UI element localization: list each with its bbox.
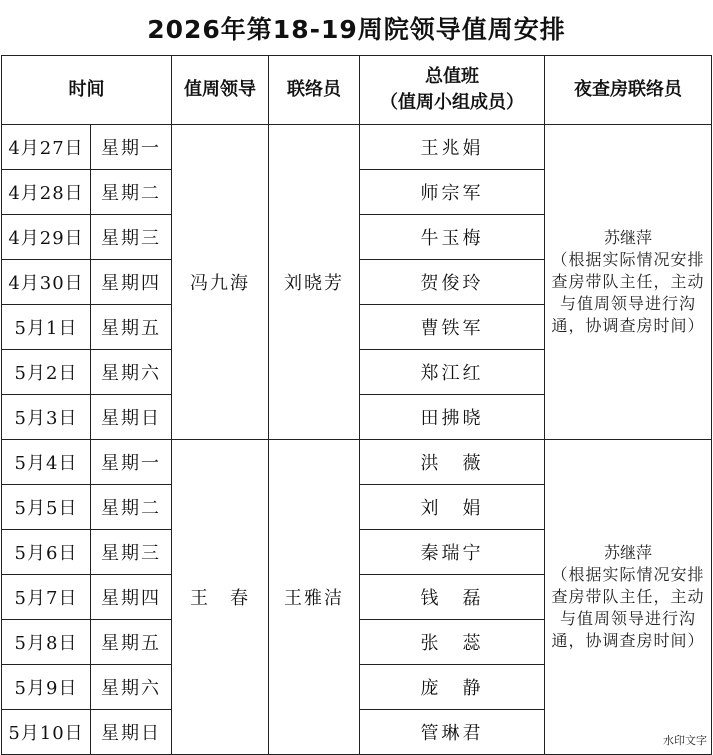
- weekday-cell: 星期五: [91, 620, 172, 665]
- date-cell: 5月1日: [2, 305, 91, 350]
- duty-staff-cell: 师宗军: [360, 170, 545, 215]
- duty-staff-cell: 田拂晓: [360, 395, 545, 440]
- duty-staff-cell: 曹铁军: [360, 305, 545, 350]
- date-cell: 5月2日: [2, 350, 91, 395]
- duty-staff-cell: 洪 薇: [360, 440, 545, 485]
- date-cell: 5月5日: [2, 485, 91, 530]
- date-cell: 5月10日: [2, 710, 91, 755]
- table-row: [2, 125, 712, 170]
- duty-staff-cell: 钱 磊: [360, 575, 545, 620]
- date-cell: 5月6日: [2, 530, 91, 575]
- weekday-cell: 星期三: [91, 215, 172, 260]
- header-duty-line2: （值周小组成员）: [380, 92, 524, 113]
- duty-staff-cell: 刘 娟: [360, 485, 545, 530]
- weekday-cell: 星期一: [91, 440, 172, 485]
- weekday-cell: 星期四: [91, 260, 172, 305]
- header-row: [2, 56, 712, 125]
- date-cell: 5月9日: [2, 665, 91, 710]
- weekday-cell: 星期六: [91, 665, 172, 710]
- night-liaison-name: 苏继萍: [603, 228, 652, 247]
- header-time: 时间: [2, 56, 172, 125]
- week1-night-liaison: [545, 125, 712, 440]
- night-liaison-note: （根据实际情况安排查房带队主任，主动与值周领导进行沟通，协调查房时间）: [551, 250, 705, 335]
- week2-night-liaison: [545, 440, 712, 755]
- header-night-liaison: 夜查房联络员: [545, 56, 712, 125]
- weekday-cell: 星期二: [91, 485, 172, 530]
- weekday-cell: 星期日: [91, 710, 172, 755]
- duty-staff-cell: 庞 静: [360, 665, 545, 710]
- date-cell: 4月28日: [2, 170, 91, 215]
- weekday-cell: 星期一: [91, 125, 172, 170]
- duty-staff-cell: 王兆娟: [360, 125, 545, 170]
- duty-staff-cell: 管琳君: [360, 710, 545, 755]
- duty-schedule-table: [1, 55, 712, 755]
- page-title: 2026年第18-19周院领导值周安排: [147, 14, 566, 44]
- week2-liaison: 王雅洁: [269, 440, 360, 755]
- weekday-cell: 星期日: [91, 395, 172, 440]
- week2-leader: 王 春: [172, 440, 269, 755]
- date-cell: 5月4日: [2, 440, 91, 485]
- date-cell: 5月8日: [2, 620, 91, 665]
- header-duty: [360, 56, 545, 125]
- date-cell: 4月27日: [2, 125, 91, 170]
- night-liaison-name: 苏继萍: [603, 543, 652, 562]
- duty-staff-cell: 贺俊玲: [360, 260, 545, 305]
- duty-staff-cell: 张 蕊: [360, 620, 545, 665]
- date-cell: 4月30日: [2, 260, 91, 305]
- watermark-text: 水印文字: [663, 734, 707, 747]
- date-cell: 4月29日: [2, 215, 91, 260]
- night-liaison-note: （根据实际情况安排查房带队主任，主动与值周领导进行沟通，协调查房时间）: [551, 565, 705, 650]
- weekday-cell: 星期二: [91, 170, 172, 215]
- weekday-cell: 星期三: [91, 530, 172, 575]
- weekday-cell: 星期四: [91, 575, 172, 620]
- header-leader: 值周领导: [172, 56, 269, 125]
- header-liaison: 联络员: [269, 56, 360, 125]
- duty-staff-cell: 牛玉梅: [360, 215, 545, 260]
- date-cell: 5月7日: [2, 575, 91, 620]
- duty-staff-cell: 秦瑞宁: [360, 530, 545, 575]
- header-duty-line1: 总值班: [425, 66, 479, 87]
- weekday-cell: 星期六: [91, 350, 172, 395]
- weekday-cell: 星期五: [91, 305, 172, 350]
- week1-liaison: 刘晓芳: [269, 125, 360, 440]
- date-cell: 5月3日: [2, 395, 91, 440]
- table-row: [2, 440, 712, 485]
- duty-staff-cell: 郑江红: [360, 350, 545, 395]
- week1-leader: 冯九海: [172, 125, 269, 440]
